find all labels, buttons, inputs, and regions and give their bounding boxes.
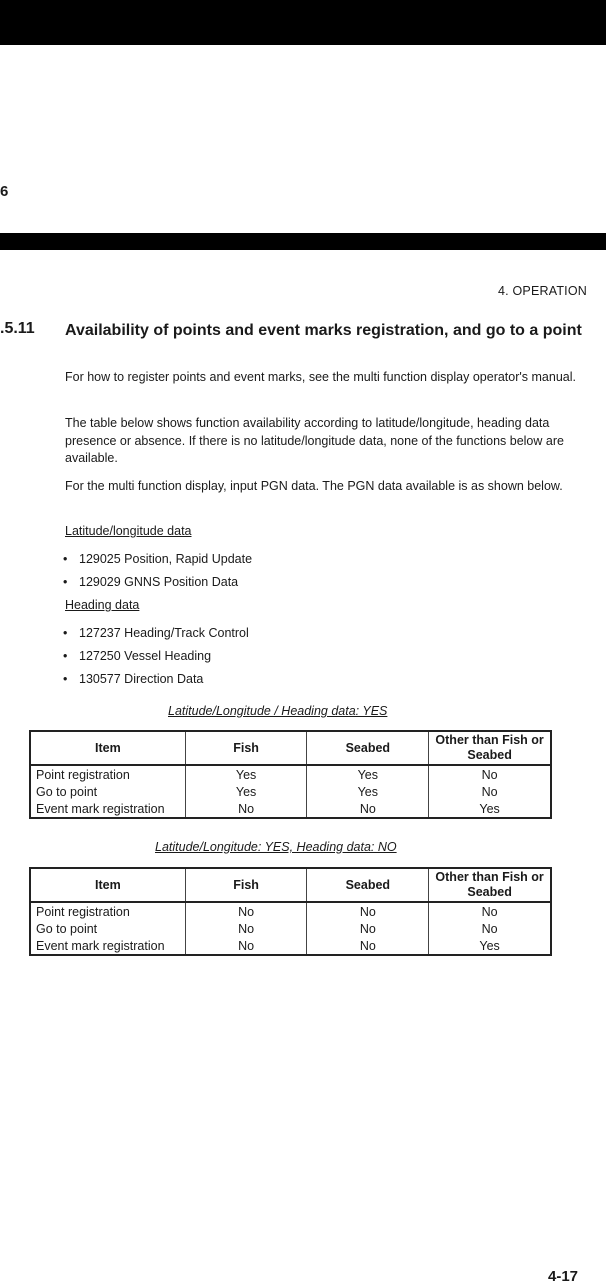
table-cell: No <box>307 800 429 818</box>
heading-pgn-list <box>63 625 249 694</box>
list-item: • 129029 GNNS Position Data <box>63 575 239 589</box>
table-cell: No <box>185 902 307 920</box>
bullet-icon: • <box>63 626 68 640</box>
table-cell: No <box>185 937 307 955</box>
table-cell: No <box>429 765 551 783</box>
table-row <box>30 765 551 783</box>
pgn-paragraph: For the multi function display, input PGN data. The PGN data available is as shown below. <box>65 479 563 493</box>
table-cell: No <box>307 937 429 955</box>
previous-page-number: 6 <box>0 183 9 200</box>
section-number: .5.11 <box>0 320 35 337</box>
table-row <box>30 937 551 955</box>
table-cell: Event mark registration <box>30 937 185 955</box>
list-item: • 129025 Position, Rapid Update <box>63 552 253 566</box>
availability-table-heading-no <box>29 867 552 956</box>
table-cell: No <box>185 920 307 937</box>
availability-paragraph: The table below shows function availability according to latitude/longitude, heading data presence or absence. If there is no latitude/longitude data, none of the functions below are available. <box>65 416 564 465</box>
table-cell: Yes <box>307 783 429 800</box>
chapter-running-head: 4. OPERATION <box>498 284 587 298</box>
bullet-icon: • <box>63 649 68 663</box>
bullet-icon: • <box>63 575 68 589</box>
table-cell: Go to point <box>30 920 185 937</box>
column-header-other: Other than Fish or Seabed <box>429 868 551 902</box>
table-cell: No <box>307 920 429 937</box>
list-item: • 127237 Heading/Track Control <box>63 626 249 640</box>
table-cell: No <box>429 920 551 937</box>
bullet-icon: • <box>63 672 68 686</box>
table-cell: Point registration <box>30 765 185 783</box>
table-cell: Event mark registration <box>30 800 185 818</box>
column-header-fish: Fish <box>185 731 307 765</box>
table-row <box>30 783 551 800</box>
table-cell: Yes <box>429 937 551 955</box>
column-header-item: Item <box>30 731 185 765</box>
table-cell: Yes <box>307 765 429 783</box>
table-cell: Yes <box>185 783 307 800</box>
latlon-data-label: Latitude/longitude data <box>65 524 192 538</box>
table-caption-heading-no: Latitude/Longitude: YES, Heading data: NO <box>155 840 397 854</box>
availability-table-heading-yes <box>29 730 552 819</box>
heading-data-label: Heading data <box>65 598 140 612</box>
page-separator-band <box>0 233 606 250</box>
table-cell: Yes <box>429 800 551 818</box>
table-caption-heading-yes: Latitude/Longitude / Heading data: YES <box>168 704 388 718</box>
table-cell: No <box>429 783 551 800</box>
table-row <box>30 920 551 937</box>
table-cell: Point registration <box>30 902 185 920</box>
table-header-row <box>30 868 551 902</box>
column-header-seabed: Seabed <box>307 731 429 765</box>
table-cell: No <box>307 902 429 920</box>
table-cell: No <box>185 800 307 818</box>
column-header-other: Other than Fish or Seabed <box>429 731 551 765</box>
table-cell: Yes <box>185 765 307 783</box>
list-item: • 130577 Direction Data <box>63 672 204 686</box>
column-header-item: Item <box>30 868 185 902</box>
latlon-pgn-list <box>63 551 252 597</box>
section-title: Availability of points and event marks registration, and go to a point <box>65 322 582 339</box>
table-header-row <box>30 731 551 765</box>
table-cell: No <box>429 902 551 920</box>
top-black-band <box>0 0 606 45</box>
table-row <box>30 902 551 920</box>
intro-paragraph: For how to register points and event marks, see the multi function display operator's manual. <box>65 370 576 384</box>
bullet-icon: • <box>63 552 68 566</box>
page-number: 4-17 <box>548 1268 579 1285</box>
table-cell: Go to point <box>30 783 185 800</box>
column-header-seabed: Seabed <box>307 868 429 902</box>
column-header-fish: Fish <box>185 868 307 902</box>
list-item: • 127250 Vessel Heading <box>63 649 212 663</box>
table-row <box>30 800 551 818</box>
